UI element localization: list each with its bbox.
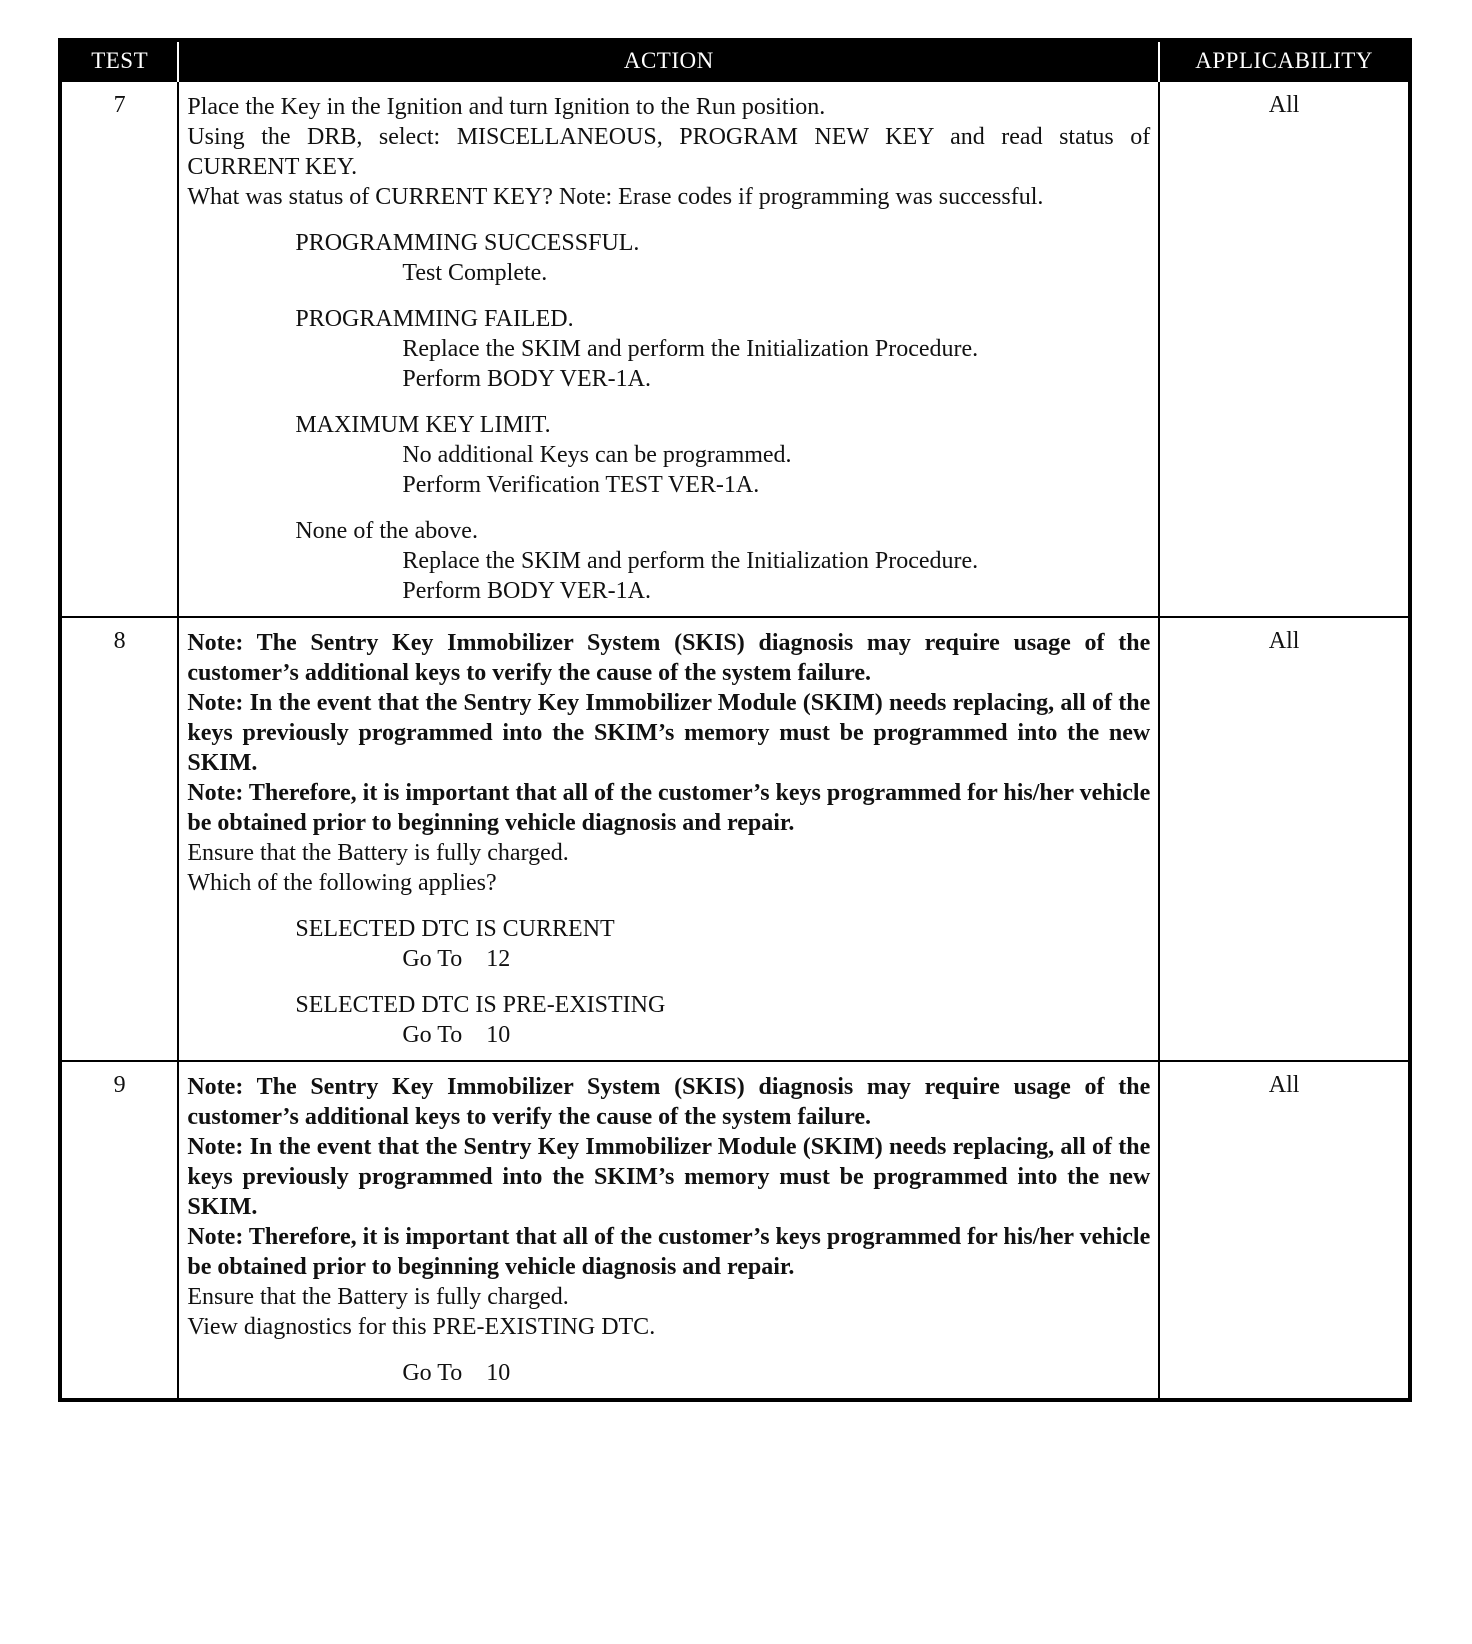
option-label: SELECTED DTC IS PRE-EXISTING	[295, 992, 666, 1018]
action-line: Ensure that the Battery is fully charged.	[187, 840, 569, 866]
option-label: None of the above.	[295, 518, 478, 544]
goto-step: Go To 10	[402, 1022, 511, 1048]
option-detail: Perform Verification TEST VER-1A.	[402, 472, 760, 498]
test-number: 8	[60, 617, 178, 1061]
table-row-test-9	[60, 1061, 1410, 1400]
action-line: What was status of CURRENT KEY? Note: Erase codes if programming was successful.	[187, 184, 1044, 210]
action-line: Place the Key in the Ignition and turn Ignition to the Run position.	[187, 94, 826, 120]
applicability-value: All	[1159, 617, 1410, 1061]
goto-step: Go To 10	[402, 1360, 511, 1386]
applicability-value: All	[1159, 1061, 1410, 1400]
header-test: TEST	[60, 40, 178, 81]
note-text: Note: The Sentry Key Immobilizer System (SKIS) diagnosis may require usage of the customer’s additional keys to verify the cause of the system failure.	[187, 1074, 1151, 1130]
header-applicability: APPLICABILITY	[1159, 40, 1410, 81]
action-cell	[178, 81, 1159, 617]
result-option	[187, 914, 1150, 974]
note-text: Note: In the event that the Sentry Key Immobilizer Module (SKIM) needs replacing, all of the keys previously programmed into the SKIM’s memory must be programmed into the new SKIM.	[187, 1134, 1151, 1220]
table-row-test-8	[60, 617, 1410, 1061]
table-header-row	[60, 40, 1410, 81]
option-label: PROGRAMMING SUCCESSFUL.	[295, 230, 640, 256]
result-option	[187, 410, 1150, 500]
diagnostic-test-table	[58, 38, 1412, 1402]
option-detail: Replace the SKIM and perform the Initialization Procedure.	[402, 336, 979, 362]
option-detail: Replace the SKIM and perform the Initialization Procedure.	[402, 548, 979, 574]
result-option	[187, 990, 1150, 1050]
result-option	[187, 228, 1150, 288]
option-label: MAXIMUM KEY LIMIT.	[295, 412, 551, 438]
note-text: Note: Therefore, it is important that all of the customer’s keys programmed for his/her vehicle be obtained prior to beginning vehicle diagnosis and repair.	[187, 1224, 1151, 1280]
action-line: Ensure that the Battery is fully charged.	[187, 1284, 569, 1310]
option-label: PROGRAMMING FAILED.	[295, 306, 574, 332]
table-row-test-7	[60, 81, 1410, 617]
note-text: Note: The Sentry Key Immobilizer System (SKIS) diagnosis may require usage of the customer’s additional keys to verify the cause of the system failure.	[187, 630, 1151, 686]
action-line: Which of the following applies?	[187, 870, 497, 896]
action-line: View diagnostics for this PRE-EXISTING DTC.	[187, 1314, 656, 1340]
header-action: ACTION	[178, 40, 1159, 81]
option-detail: Perform BODY VER-1A.	[402, 578, 651, 604]
test-number: 9	[60, 1061, 178, 1400]
action-cell	[178, 1061, 1159, 1400]
result-option	[187, 304, 1150, 394]
action-line: Using the DRB, select: MISCELLANEOUS, PROGRAM NEW KEY and read status of CURRENT KEY.	[187, 124, 1151, 180]
note-text: Note: Therefore, it is important that all of the customer’s keys programmed for his/her vehicle be obtained prior to beginning vehicle diagnosis and repair.	[187, 780, 1151, 836]
test-number: 7	[60, 81, 178, 617]
action-cell	[178, 617, 1159, 1061]
result-option	[187, 516, 1150, 606]
goto-step: Go To 12	[402, 946, 511, 972]
note-text: Note: In the event that the Sentry Key Immobilizer Module (SKIM) needs replacing, all of the keys previously programmed into the SKIM’s memory must be programmed into the new SKIM.	[187, 690, 1151, 776]
option-detail: Perform BODY VER-1A.	[402, 366, 651, 392]
applicability-value: All	[1159, 81, 1410, 617]
option-detail: Test Complete.	[402, 260, 548, 286]
option-detail: No additional Keys can be programmed.	[402, 442, 792, 468]
option-label: SELECTED DTC IS CURRENT	[295, 916, 615, 942]
